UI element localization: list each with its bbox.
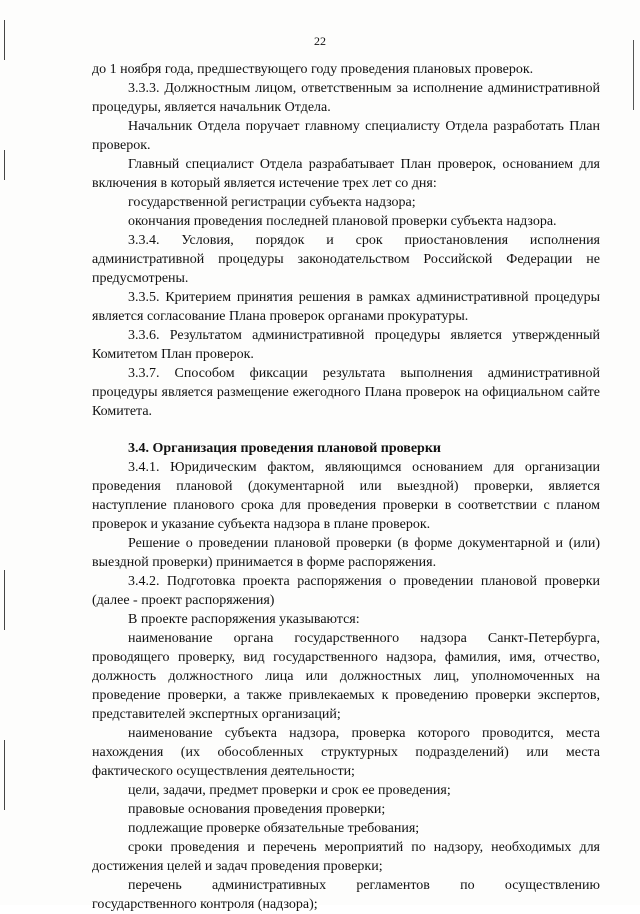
paragraph: В проекте распоряжения указываются: xyxy=(128,612,360,627)
paragraph: государственной регистрации субъекта надзора; xyxy=(128,195,416,210)
paragraph: подлежащие проверке обязательные требования; xyxy=(128,821,420,836)
binding-mark xyxy=(4,570,5,630)
section-heading: 3.4. Организация проведения плановой проверки xyxy=(128,441,441,456)
paragraph: цели, задачи, предмет проверки и срок ее проведения; xyxy=(128,783,451,798)
paragraph: 3.3.3. Должностным лицом, ответственным за исполнение административной процедуры, является начальник Отдела. xyxy=(92,81,600,115)
paragraph: Главный специалист Отдела разрабатывает План проверок, основанием для включения в который является истечение трех лет со дня: xyxy=(92,157,600,191)
paragraph: наименование субъекта надзора, проверка которого проводится, места нахождения (их обособленных структурных подразделений) или места фактического осуществления деятельности; xyxy=(92,726,600,779)
paragraph: Начальник Отдела поручает главному специалисту Отдела разработать План проверок. xyxy=(92,119,600,153)
page-number: 22 xyxy=(314,34,326,48)
paragraph: Решение о проведении плановой проверки (в форме документарной и (или) выездной проверки) принимается в форме распоряжения. xyxy=(92,536,600,570)
paragraph: правовые основания проведения проверки; xyxy=(128,802,386,817)
paragraph: окончания проведения последней плановой проверки субъекта надзора. xyxy=(128,214,557,229)
paragraph: 3.3.6. Результатом административной процедуры является утвержденный Комитетом План проверок. xyxy=(92,328,600,362)
paragraph: перечень административных регламентов по осуществлению государственного контроля (надзора); xyxy=(92,878,600,912)
paragraph: до 1 ноября года, предшествующего году проведения плановых проверок. xyxy=(92,62,534,77)
paragraph: 3.3.7. Способом фиксации результата выполнения административной процедуры является размещение ежегодного Плана проверок на официальном сайте Комитета. xyxy=(92,366,600,419)
paragraph: 3.4.1. Юридическим фактом, являющимся основанием для организации проведения плановой (документарной или выездной) проверки, является наступление планового срока для проведения проверки в соответствии с планом проверок и указание субъекта надзора в плане проверок. xyxy=(92,460,600,532)
edge-mark xyxy=(633,40,634,110)
binding-mark xyxy=(4,150,5,180)
binding-mark xyxy=(4,740,5,810)
paragraph: 3.3.5. Критерием принятия решения в рамках административной процедуры является согласование Плана проверок органами прокуратуры. xyxy=(92,290,600,324)
paragraph: 3.3.4. Условия, порядок и срок приостановления исполнения административной процедуры законодательством Российской Федерации не предусмотрены. xyxy=(92,233,600,286)
document-body xyxy=(92,60,600,914)
paragraph: 3.4.2. Подготовка проекта распоряжения о проведении плановой проверки (далее - проект распоряжения) xyxy=(92,574,600,608)
paragraph: наименование органа государственного надзора Санкт-Петербурга, проводящего проверку, вид государственного надзора, фамилия, имя, отчество, должность должностного лица или должностных лиц, уполномоченных на проведение проверки, а также привлекаемых к проведению проверки экспертов, представителей экспертных организаций; xyxy=(92,631,600,722)
paragraph: сроки проведения и перечень мероприятий по надзору, необходимых для достижения целей и задач проведения проверки; xyxy=(92,840,600,874)
